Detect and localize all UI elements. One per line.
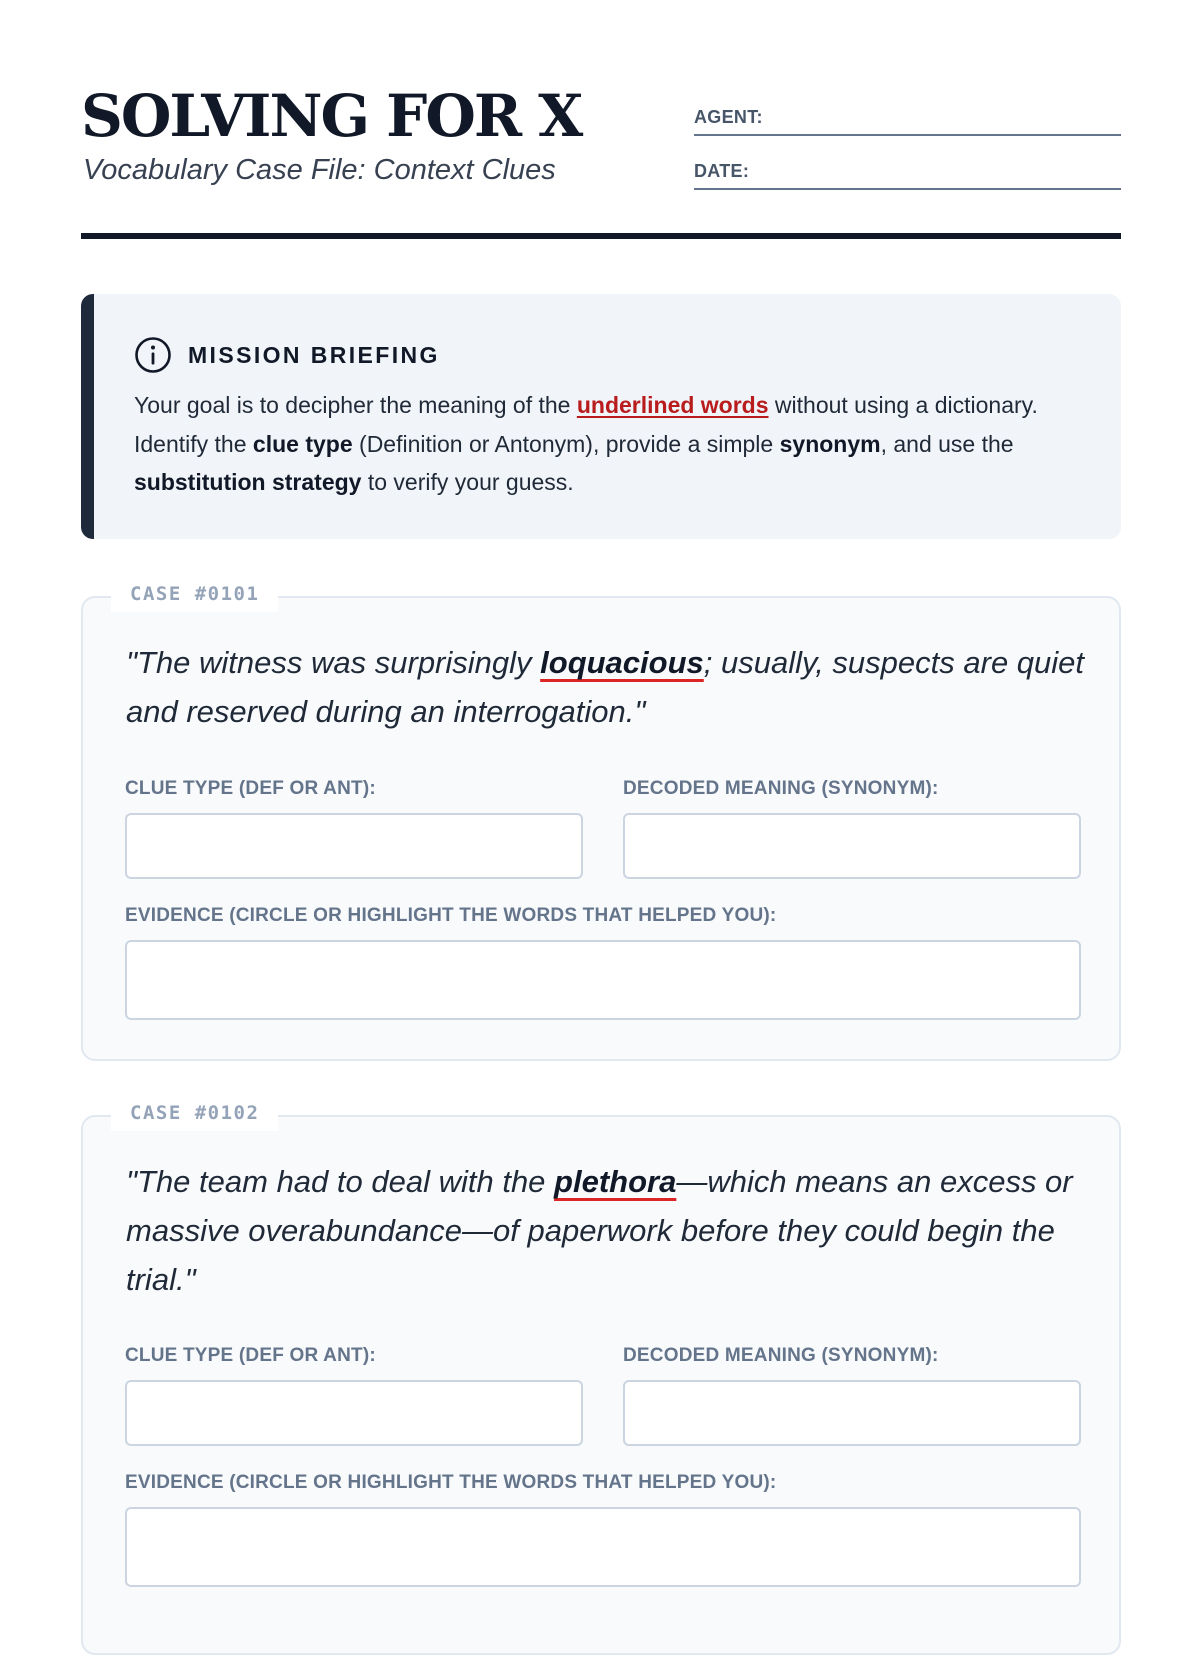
underlined-words-highlight: underlined words [576, 392, 769, 418]
briefing-text-part: Your goal is to decipher the meaning of the [134, 392, 577, 418]
quote-text: "The witness was surprisingly [126, 645, 541, 680]
decoded-meaning-label: DECODED MEANING (SYNONYM): [623, 1345, 939, 1366]
quote-text: —which means an excess or massive overabundance—of paperwork before they could begin the trial." [126, 1164, 1073, 1297]
briefing-text-part: , and use the [880, 430, 1014, 457]
header-divider [81, 233, 1121, 239]
page-subtitle: Vocabulary Case File: Context Clues [83, 154, 556, 186]
clue-type-input[interactable] [125, 1380, 583, 1446]
briefing-text-part: to verify your guess. [361, 469, 574, 495]
evidence-input[interactable] [125, 940, 1081, 1020]
strategy-emphasis: substitution strategy [134, 469, 362, 495]
date-field[interactable] [694, 161, 1121, 190]
evidence-label: EVIDENCE (CIRCLE OR HIGHLIGHT THE WORDS THAT HELPED YOU): [125, 905, 777, 926]
case-quote [126, 638, 1086, 736]
clue-type-label: CLUE TYPE (DEF OR ANT): [125, 778, 376, 799]
briefing-title: MISSION BRIEFING [188, 341, 440, 368]
page-title: SOLVING FOR X [81, 82, 582, 150]
briefing-heading [134, 336, 440, 374]
decoded-meaning-input[interactable] [623, 1380, 1081, 1446]
clue-type-emphasis: clue type [252, 430, 353, 457]
briefing-text-part: (Definition or Antonym), provide a simple [352, 430, 780, 457]
synonym-emphasis: synonym [779, 430, 881, 457]
mission-briefing [81, 294, 1121, 539]
decoded-meaning-label: DECODED MEANING (SYNONYM): [623, 778, 939, 799]
case-card [81, 583, 1121, 1061]
evidence-input[interactable] [125, 1507, 1081, 1587]
target-word: loquacious [540, 645, 704, 680]
target-word: plethora [554, 1164, 677, 1199]
info-circle-icon [134, 336, 172, 374]
agent-label: AGENT: [694, 107, 763, 127]
case-label: CASE #0101 [111, 576, 278, 612]
briefing-text [134, 386, 1084, 502]
quote-text: ; usually, suspects are quiet and reserved during an interrogation." [126, 645, 1085, 729]
date-label: DATE: [694, 161, 750, 181]
clue-type-label: CLUE TYPE (DEF OR ANT): [125, 1345, 376, 1366]
quote-text: "The team had to deal with the [126, 1164, 555, 1199]
briefing-text-part: without using a dictionary. Identify the [134, 392, 1038, 457]
case-label: CASE #0102 [111, 1095, 278, 1131]
agent-field[interactable] [694, 107, 1121, 136]
clue-type-input[interactable] [125, 813, 583, 879]
case-quote [126, 1157, 1086, 1304]
case-card [81, 1102, 1121, 1655]
evidence-label: EVIDENCE (CIRCLE OR HIGHLIGHT THE WORDS THAT HELPED YOU): [125, 1472, 777, 1493]
decoded-meaning-input[interactable] [623, 813, 1081, 879]
